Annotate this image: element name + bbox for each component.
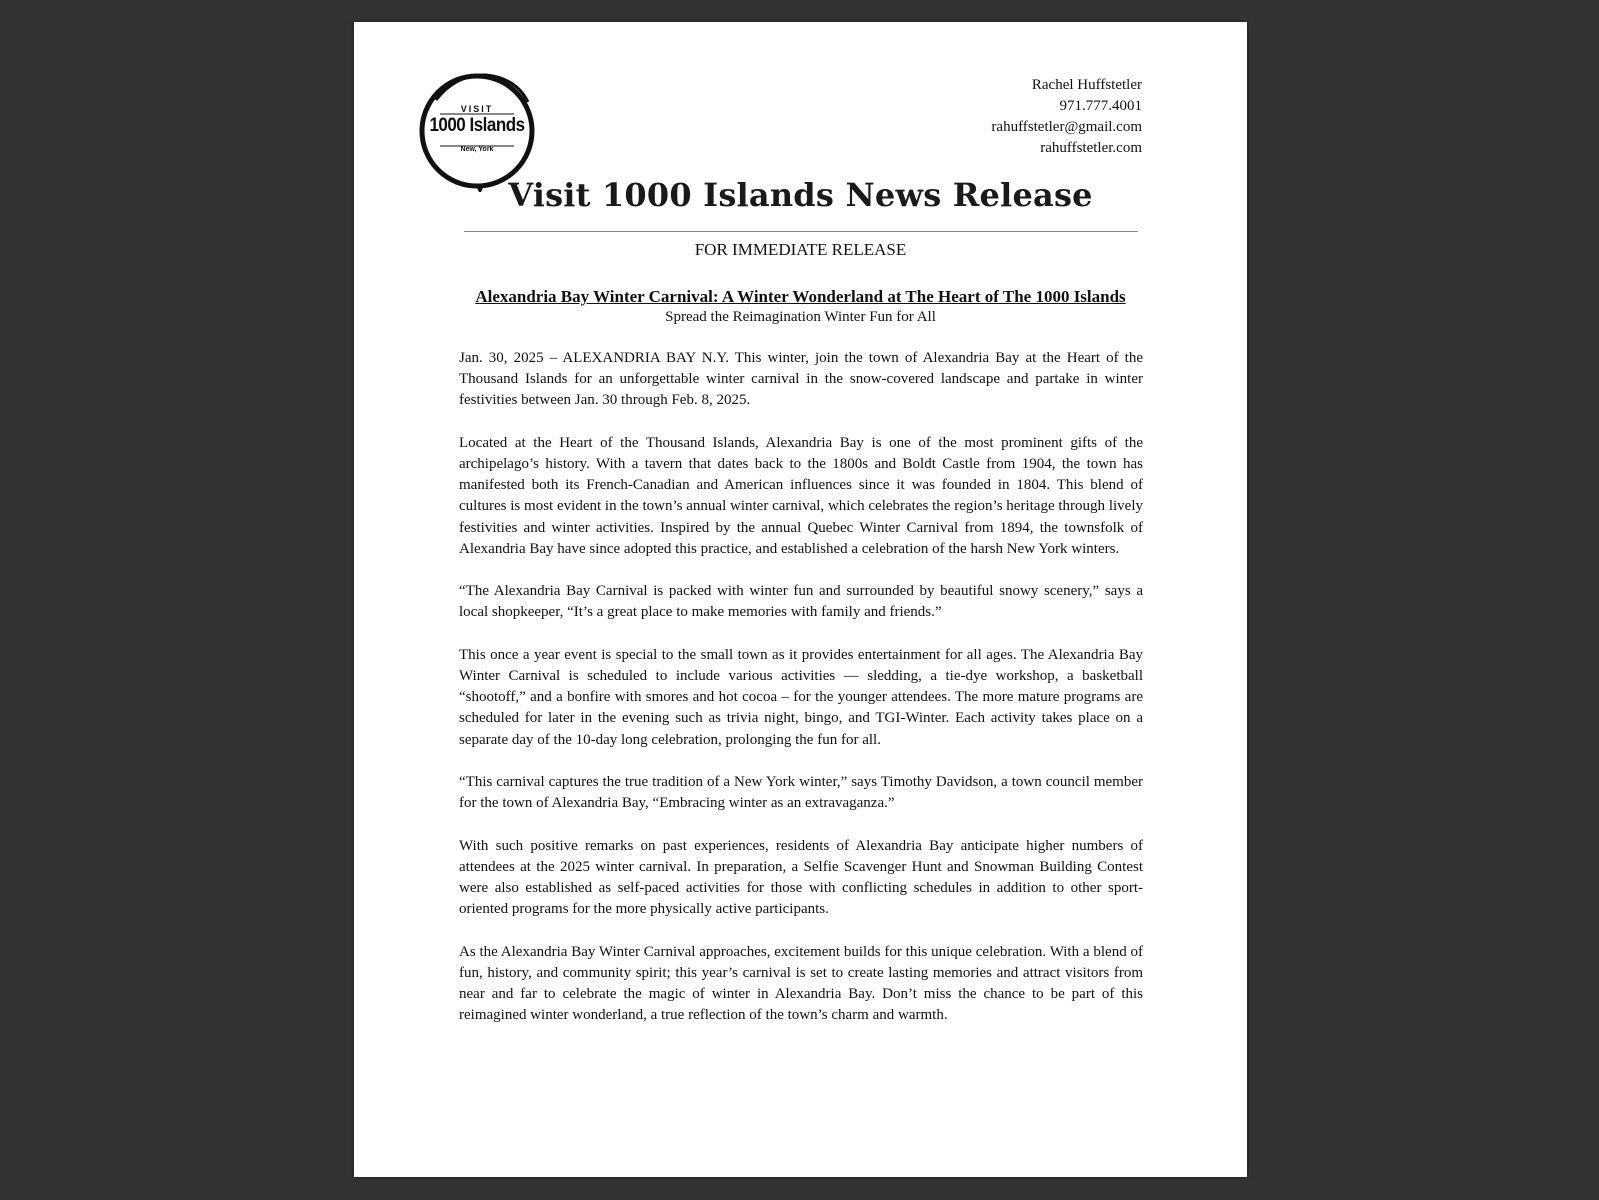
title-divider xyxy=(464,231,1138,232)
document-page xyxy=(354,22,1247,1177)
visit-1000-islands-logo xyxy=(416,70,538,192)
contact-block xyxy=(991,75,1142,159)
logo-visit: VISIT xyxy=(460,104,494,114)
contact-name: Rachel Huffstetler xyxy=(1031,77,1142,93)
logo-location: New, York xyxy=(460,146,494,153)
body-paragraph: As the Alexandria Bay Winter Carnival approaches, excitement builds for this unique celebration. With a blend of fun, history, and community spirit; this year’s carnival is set to create lasting memories and attract visitors from near and far to celebrate the magic of winter in Alexandria Bay. Don’t miss the chance to be part of this reimagined winter wonderland, a true reflection of the town’s charm and warmth. xyxy=(459,943,1143,1024)
body-paragraph: Jan. 30, 2025 – ALEXANDRIA BAY N.Y. This winter, join the town of Alexandria Bay at the Heart of the Thousand Islands for an unforgettable winter carnival in the snow-covered landscape and partake in winter festivities between Jan. 30 through Feb. 8, 2025. xyxy=(459,350,1143,409)
logo-name: 1000 Islands xyxy=(429,113,525,136)
contact-email[interactable]: rahuffstetler@gmail.com xyxy=(991,119,1142,135)
contact-website[interactable]: rahuffstetler.com xyxy=(1040,140,1142,156)
subheadline: Spread the Reimagination Winter Fun for All xyxy=(665,309,936,325)
body-paragraph: “The Alexandria Bay Carnival is packed with winter fun and surrounded by beautiful snowy scenery,” says a local shopkeeper, “It’s a great place to make memories with family and friends.” xyxy=(459,583,1143,621)
release-title: Visit 1000 Islands News Release xyxy=(508,176,1093,214)
body-paragraph: Located at the Heart of the Thousand Islands, Alexandria Bay is one of the most prominent gifts of the archipelago’s history. With a tavern that dates back to the 1800s and Boldt Castle from 1904, the town has manifested both its French-Canadian and American influences since it was founded in 1804. This blend of cultures is most evident in the town’s annual winter carnival, which celebrates the region’s heritage through lively festivities and winter activities. Inspired by the annual Quebec Winter Carnival from 1894, the townsfolk of Alexandria Bay have since adopted this practice, and established a celebration of the harsh New York winters. xyxy=(459,434,1143,557)
headline: Alexandria Bay Winter Carnival: A Winter Wonderland at The Heart of The 1000 Islands xyxy=(475,287,1126,306)
contact-phone: 971.777.4001 xyxy=(1059,98,1142,114)
body-paragraph: With such positive remarks on past experiences, residents of Alexandria Bay anticipate higher numbers of attendees at the 2025 winter carnival. In preparation, a Selfie Scavenger Hunt and Snowman Building Contest were also established as self-paced activities for those with conflicting schedules in addition to other sport-oriented programs for the more physically active participants. xyxy=(459,837,1143,918)
body-paragraph: “This carnival captures the true tradition of a New York winter,” says Timothy Davidson, a town council member for the town of Alexandria Bay, “Embracing winter as an extravaganza.” xyxy=(459,774,1143,812)
release-body xyxy=(459,348,1143,1048)
logo-text xyxy=(416,70,538,192)
immediate-release-label: FOR IMMEDIATE RELEASE xyxy=(694,240,907,259)
body-paragraph: This once a year event is special to the small town as it provides entertainment for all ages. The Alexandria Bay Winter Carnival is scheduled to include various activities — sledding, a tie-dye workshop, a basketball “shootoff,” and a bonfire with smores and hot cocoa – for the younger attendees. The more mature programs are scheduled for later in the evening such as trivia night, bingo, and TGI-Winter. Each activity takes place on a separate day of the 10-day long celebration, prolonging the fun for all. xyxy=(459,646,1143,748)
